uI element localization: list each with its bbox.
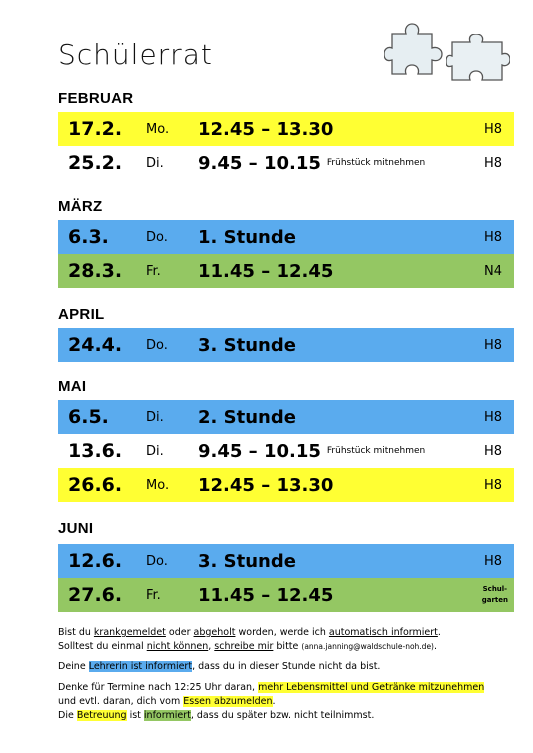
row-note: Frühstück mitnehmen: [326, 446, 426, 456]
row-time: 3. Stunde: [198, 334, 296, 356]
schedule-row: [58, 328, 514, 362]
note-paragraph-absence: Bist du krankgemeldet oder abgeholt worden, werde ich automatisch informiert. Solltest du einmal nicht können, schreibe mir bitte (anna.janning@waldschule-noh.de).: [58, 627, 441, 652]
row-date: 27.6.: [68, 584, 123, 606]
row-date: 6.5.: [68, 406, 109, 428]
row-note: Frühstück mitnehmen: [326, 158, 426, 168]
row-room: Schul- garten: [481, 585, 508, 604]
row-date: 26.6.: [68, 474, 123, 496]
row-date: 28.3.: [68, 260, 123, 282]
month-heading-february: FEBRUAR: [58, 90, 134, 107]
row-date: 6.3.: [68, 226, 109, 248]
row-day: Di.: [146, 443, 164, 459]
month-heading-april: APRIL: [58, 306, 105, 323]
row-time: 1. Stunde: [198, 226, 296, 248]
schedule-row: [58, 146, 514, 180]
row-room: H8: [483, 553, 502, 569]
row-time: 11.45 – 12.45: [198, 260, 334, 282]
row-time: 3. Stunde: [198, 550, 296, 572]
note-paragraph-lunch: Denke für Termine nach 12:25 Uhr daran, mehr Lebensmittel und Getränke mitzunehmen und evtl. daran, dich vom Essen abzumelden. Die Betreuung ist informiert, dass du später bzw. nicht teilnimmst.: [58, 682, 485, 721]
row-room: H8: [483, 477, 502, 493]
row-time: 9.45 – 10.15 Frühstück mitnehmen: [198, 152, 426, 174]
row-date: 12.6.: [68, 550, 123, 572]
month-heading-march: MÄRZ: [58, 198, 103, 215]
schedule-row: [58, 254, 514, 288]
highlight-informed: informiert: [143, 710, 191, 721]
row-room: H8: [483, 229, 502, 245]
row-date: 13.6.: [68, 440, 123, 462]
row-room: H8: [483, 409, 502, 425]
row-room: H8: [483, 337, 502, 353]
row-room: H8: [483, 443, 502, 459]
schedule-row: [58, 400, 514, 434]
puzzle-piece-icon: [446, 34, 510, 82]
highlight-cancel-meal: Essen abzumelden: [183, 696, 273, 707]
row-room: N4: [484, 263, 502, 279]
row-date: 17.2.: [68, 118, 123, 140]
highlight-care: Betreuung: [76, 710, 127, 721]
row-date: 24.4.: [68, 334, 123, 356]
row-day: Di.: [146, 409, 164, 425]
row-time: 12.45 – 13.30: [198, 118, 334, 140]
row-room: H8: [483, 155, 502, 171]
row-day: Di.: [146, 155, 164, 171]
row-date: 25.2.: [68, 152, 123, 174]
row-day: Fr.: [146, 587, 161, 603]
schedule-row: [58, 578, 514, 612]
schedule-row: [58, 468, 514, 502]
row-day: Mo.: [146, 121, 170, 137]
highlight-bring-food: mehr Lebensmittel und Getränke mitzunehmen: [258, 682, 485, 693]
row-day: Do.: [146, 229, 168, 245]
row-time: 9.45 – 10.15 Frühstück mitnehmen: [198, 440, 426, 462]
row-time: 11.45 – 12.45: [198, 584, 334, 606]
month-heading-may: MAI: [58, 378, 87, 395]
highlight-teacher-informed: Lehrerin ist informiert: [88, 661, 193, 672]
puzzle-piece-icon: [384, 22, 444, 80]
schedule-row: [58, 434, 514, 468]
row-day: Do.: [146, 553, 168, 569]
month-heading-june: JUNI: [58, 520, 94, 537]
row-time: 12.45 – 13.30: [198, 474, 334, 496]
row-room: H8: [483, 121, 502, 137]
page-title: Schülerrat: [58, 38, 213, 71]
contact-email: (anna.janning@waldschule-noh.de): [301, 642, 434, 651]
row-day: Mo.: [146, 477, 170, 493]
schedule-row: [58, 220, 514, 254]
schedule-row: [58, 112, 514, 146]
row-day: Fr.: [146, 263, 161, 279]
schedule-row: [58, 544, 514, 578]
note-paragraph-teacher: Deine Lehrerin ist informiert, dass du in dieser Stunde nicht da bist.: [58, 661, 381, 672]
row-time: 2. Stunde: [198, 406, 296, 428]
row-day: Do.: [146, 337, 168, 353]
